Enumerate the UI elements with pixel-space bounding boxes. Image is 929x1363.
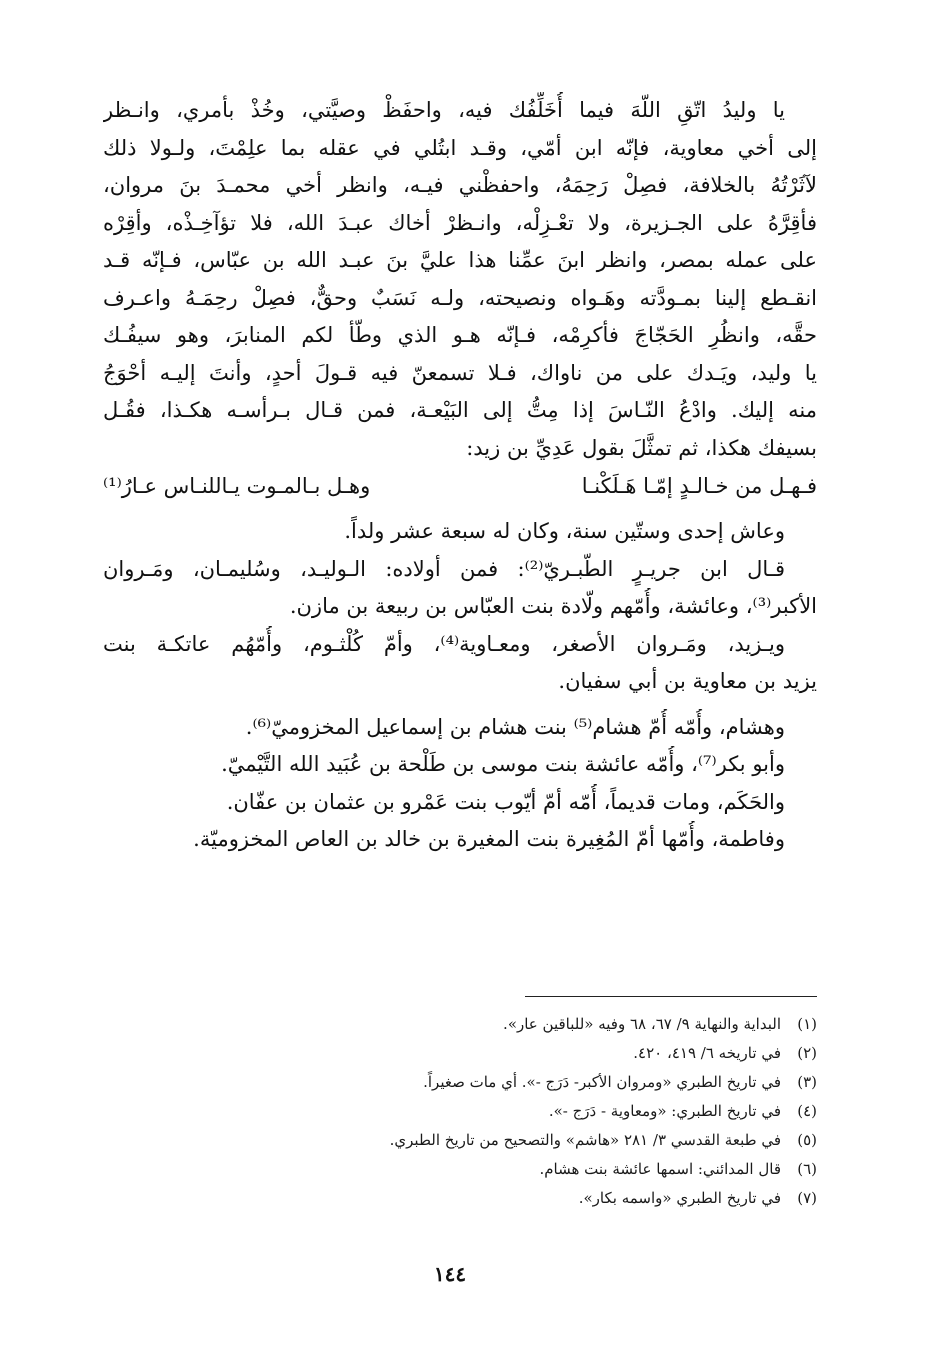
text-line: انقـطع إلينا بمـودَّته وهَـواه ونصيحته، ولـه نَسَبٌ وحقٌّ، فصِلْ رحِمَـهُ واعـرف — [103, 285, 817, 310]
verse-first-hemistich: فـهـل من خـالـدٍ إمّـا هَـلَكْنـا — [581, 474, 817, 498]
text-line: بسيفك هكذا، ثم تمثَّلَ بقول عَدِيِّ بن زيد: — [466, 435, 817, 460]
list-item: وأبو بكر⁽⁷⁾، وأُمّه عائشة بنت موسى بن طَلْحة بن عُبَيد الله التَّيْميّ. — [221, 752, 785, 776]
footnote-text: في تاريخه ٦/ ٤١٩، ٤٢٠. — [633, 1044, 781, 1062]
footnote-number: (٣) — [797, 1073, 817, 1091]
text-line: يا وليدُ اتّقِ اللّهَ فيما أُخَلِّفُك فيه، واحفَظْ وصيَّتي، وخُذْ بأمري، وانـظر — [103, 98, 785, 122]
footnote-text: في تاريخ الطبري: «ومعاوية - دَرَج -». — [548, 1102, 781, 1120]
footnote — [250, 1039, 817, 1068]
footnote-number: (٤) — [797, 1102, 817, 1120]
text-line: حقَّه، وانظُرِ الحَجّاجَ فأكرِمْه، فـإنّه هـو الذي وطّأ لكم المنابرَ، وهو سيفُـك — [103, 323, 817, 347]
text-line: منه إليك. وادْعُ النّـاسَ إذا مِتُّ إلى البَيْعـة، فمن قـال بـرأسـه هكـذا، فقُـل — [103, 398, 817, 422]
footnote-number: (٦) — [797, 1160, 817, 1178]
text-line: على عمله بمصر، وانظر ابنَ عمِّنا هذا عليَّ بنَ عبـد الله بن عبّاس، فـإنّه قـد — [103, 248, 817, 272]
list-item: وفاطمة، وأُمّها أمّ المُغِيرة بنت المغيرة بن خالد بن العاص المخزوميّة. — [193, 827, 785, 851]
text-line: الأكبر⁽³⁾، وعائشة، وأُمّهم ولّادة بنت العبّاس بن ربيعة بن مازن. — [289, 594, 817, 618]
page-number: ١٤٤ — [433, 1262, 467, 1286]
text-line: يزيد بن معاوية بن أبي سفيان. — [558, 669, 817, 693]
footnote-number: (١) — [797, 1015, 817, 1033]
list-item: والحَكَم، ومات قديماً، أُمّه أمّ أيّوب بنت عَمْرو بن عثمان بن عفّان. — [226, 789, 785, 814]
text-line: قـال ابن جريـرٍ الطّبـريّ⁽²⁾: فمن أولاده: الـوليـد، وسُليمـان، ومَـروان — [103, 556, 785, 581]
footnotes — [250, 1010, 817, 1213]
main-text — [103, 92, 817, 859]
text-line: فأقِرَّهُ على الجـزيرة، ولا تعْـزِلْه، وانـظرْ أخاك عبـدَ الله، فلا تؤآخِـذْه، وأقِرْه — [103, 210, 817, 235]
footnote-text: في تاريخ الطبري «واسمه بكار». — [578, 1189, 781, 1207]
footnote-text: البداية والنهاية ٩/ ٦٧، ٦٨ وفيه «للباقين عار». — [503, 1015, 781, 1033]
verse-second-hemistich: وهـل بـالمـوت يـاللنـاس عـارُ⁽¹⁾ — [103, 474, 371, 498]
paragraph-children-1 — [103, 551, 817, 626]
paragraph-children-2 — [103, 626, 817, 701]
footnote — [250, 1184, 817, 1213]
text-line: وعاش إحدى وستّين سنة، وكان له سبعة عشر ولداً. — [344, 519, 785, 543]
children-list — [103, 709, 817, 859]
text-line: لآثَرْتُهُ بالخلافة، فصِلْ رَحِمَهُ، واحفظْني فيـه، وانظر أخي محمـدَ بنَ مروان، — [103, 173, 817, 197]
spacer — [103, 701, 817, 709]
footnote-number: (٢) — [797, 1044, 817, 1062]
text-line: إلى أخي معاوية، فإنّه ابن أمّي، وقـد ابتُلي في عقله بما علِمْتَ، ولـولا ذلك — [103, 135, 817, 160]
paragraph-will — [103, 92, 817, 467]
poetry-verse — [103, 467, 817, 505]
text-line: يا وليد، ويَـدك على من ناواك، فـلا تسمعنّ فيه قـولَ أحدٍ، وأنتَ إليـه أحْوَجُ — [103, 360, 817, 385]
list-item: وهشام، وأُمّه أُمّ هشام⁽⁵⁾ بنت هشام بن إسماعيل المخزوميّ⁽⁶⁾. — [245, 714, 785, 739]
footnote-text: في تاريخ الطبري «ومروان الأكبر- دَرَج -». أي مات صغيراً. — [423, 1073, 781, 1091]
footnote-number: (٥) — [797, 1131, 817, 1149]
text-line: ويـزيد، ومَـروان الأصغر، ومعـاوية⁽⁴⁾، وأمّ كُلْثـوم، وأُمّهُم عاتكـة بنت — [103, 631, 785, 656]
footnote — [250, 1126, 817, 1155]
footnote — [250, 1010, 817, 1039]
footnote — [250, 1155, 817, 1184]
footnote-text: قال المدائني: اسمها عائشة بنت هشام. — [539, 1160, 781, 1178]
footnote-divider — [525, 996, 817, 997]
footnote-number: (٧) — [797, 1189, 817, 1207]
paragraph-age — [103, 513, 817, 551]
footnote — [250, 1068, 817, 1097]
footnote-text: في طبعة القدسي ٣/ ٢٨١ «هاشم» والتصحيح من تاريخ الطبري. — [389, 1131, 781, 1149]
footnote — [250, 1097, 817, 1126]
